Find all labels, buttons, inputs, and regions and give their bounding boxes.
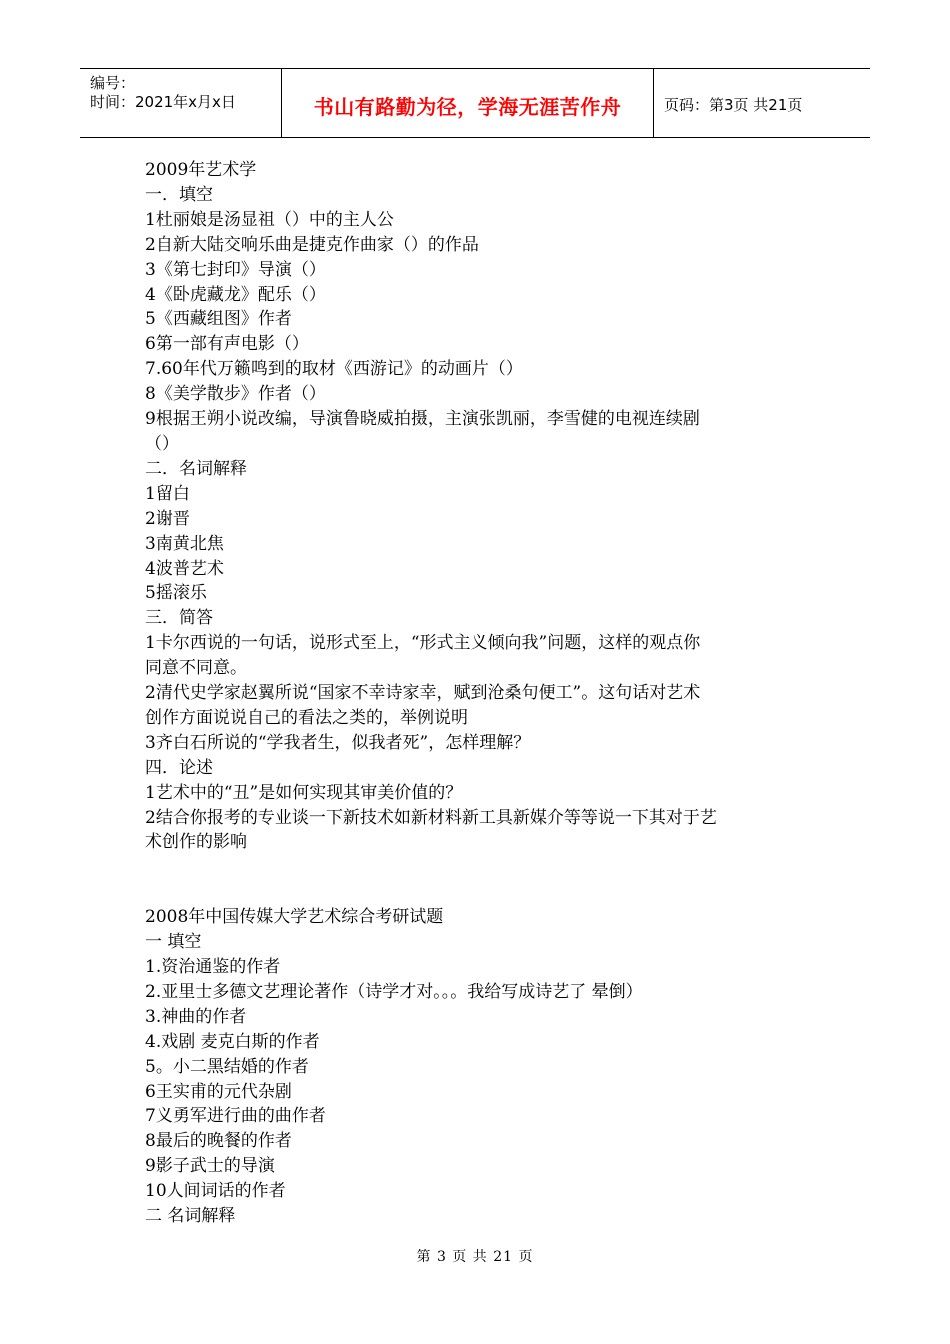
text-line: 术创作的影响 (145, 832, 247, 853)
text-line: 一．填空 (145, 184, 213, 205)
text-line: 1.资治通鉴的作者 (145, 956, 281, 977)
text-line: 1留白 (145, 483, 190, 504)
blank-line (145, 880, 815, 905)
text-line: 4波普艺术 (145, 558, 224, 579)
text-line: 2谢晋 (145, 508, 190, 529)
header-page-number: 页码：第3页 共21页 (664, 96, 803, 114)
text-line: 2.亚里士多德文艺理论著作（诗学才对。。。我给写成诗艺了 晕倒） (145, 981, 643, 1002)
blank-line (145, 855, 815, 880)
text-line: 2008年中国传媒大学艺术综合考研试题 (145, 907, 444, 928)
text-line: 2清代史学家赵翼所说“国家不幸诗家幸，赋到沧桑句便工”。这句话对艺术 (145, 683, 701, 704)
text-line: 3.神曲的作者 (145, 1006, 247, 1027)
text-line: 2自新大陆交响乐曲是捷克作曲家（）的作品 (145, 234, 479, 255)
page-footer: 第 3 页 共 21 页 (416, 1249, 534, 1265)
text-line: 一 填空 (145, 932, 202, 953)
text-line: 3南黄北焦 (145, 533, 224, 554)
text-line: 4《卧虎藏龙》配乐（） (145, 284, 326, 305)
text-line: 二 名词解释 (145, 1206, 236, 1227)
text-line: 创作方面说说自己的看法之类的，举例说明 (145, 707, 468, 728)
doc-code-label: 编号： (90, 74, 136, 92)
text-line: 8《美学散步》作者（） (145, 384, 326, 405)
text-line: 同意不同意。 (145, 658, 247, 679)
text-line: 3齐白石所说的“学我者生，似我者死”，怎样理解？ (145, 732, 531, 753)
text-line: 1卡尔西说的一句话，说形式至上，“形式主义倾向我”问题，这样的观点你 (145, 633, 701, 654)
doc-time-label: 时间：2021年x月x日 (90, 93, 236, 111)
text-line: 9根据王朔小说改编，导演鲁晓威拍摄，主演张凯丽，李雪健的电视连续剧 (145, 409, 700, 430)
text-line: 2结合你报考的专业谈一下新技术如新材料新工具新媒介等等说一下其对于艺 (145, 807, 717, 828)
text-line: 6王实甫的元代杂剧 (145, 1081, 292, 1102)
header-slogan: 书山有路勤为径，学海无涯苦作舟 (313, 95, 622, 119)
text-line: 7.60年代万籁鸣到的取材《西游记》的动画片（） (145, 359, 523, 380)
text-line: 5《西藏组图》作者 (145, 309, 292, 330)
text-line: 5。小二黑结婚的作者 (145, 1056, 309, 1077)
text-line: 9影子武士的导演 (145, 1156, 275, 1177)
text-line: 3《第七封印》导演（） (145, 259, 326, 280)
text-line: 四．论述 (145, 757, 213, 778)
document-body (145, 158, 815, 1229)
text-line: 10人间词话的作者 (145, 1181, 286, 1202)
text-line: 二．名词解释 (145, 458, 247, 479)
header-right-cell (654, 69, 870, 137)
text-line: 1杜丽娘是汤显祖（）中的主人公 (145, 209, 394, 230)
text-line: 4.戏剧 麦克白斯的作者 (145, 1031, 320, 1052)
header-middle-cell (282, 69, 654, 137)
text-line: 6第一部有声电影（） (145, 334, 309, 355)
text-line: 三．简答 (145, 608, 213, 629)
text-line: 5摇滚乐 (145, 583, 207, 604)
text-line: 7义勇军进行曲的曲作者 (145, 1106, 326, 1127)
text-line: （） (145, 433, 179, 454)
text-line: 1艺术中的“丑”是如何实现其审美价值的？ (145, 782, 463, 803)
header-left-cell (80, 69, 282, 137)
page-header (80, 68, 870, 138)
text-line: 8最后的晚餐的作者 (145, 1131, 292, 1152)
text-line: 2009年艺术学 (145, 160, 257, 180)
